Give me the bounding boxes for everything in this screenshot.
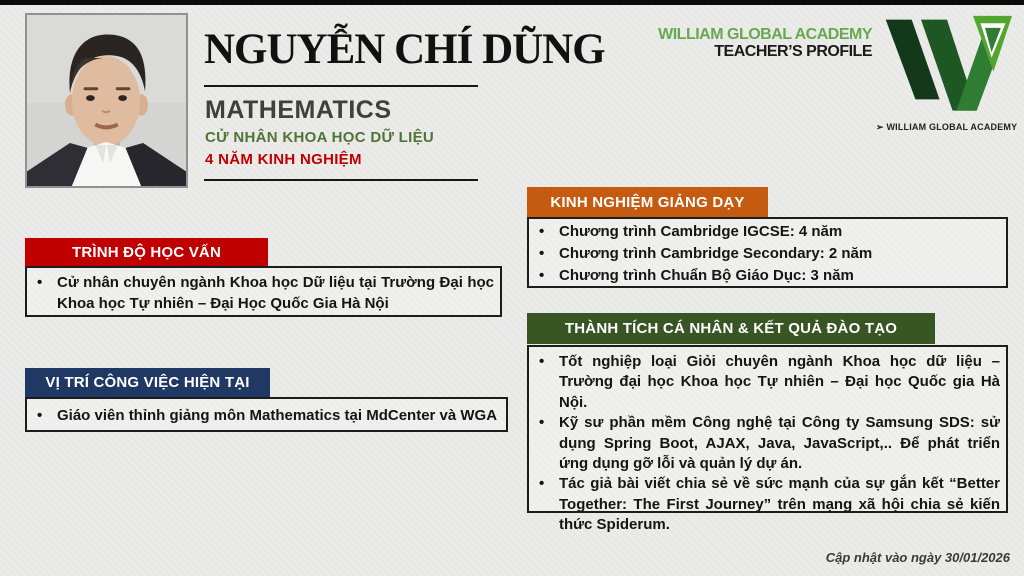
brand-academy-name: WILLIAM GLOBAL ACADEMY — [658, 26, 872, 43]
bullet-item: • Cử nhân chuyên ngành Khoa học Dữ liệu tại Trường Đại học Khoa học Tự nhiên – Đại Học Quốc Gia Hà Nội — [27, 272, 500, 314]
section-box-achievements — [527, 345, 1008, 534]
teaching-experience-bullet-list — [529, 221, 1006, 287]
bullet-item: • Chương trình Cambridge IGCSE: 4 năm — [529, 221, 1006, 243]
brand-block — [540, 26, 872, 60]
section-header-achievements — [527, 313, 935, 344]
section-box-current-position — [25, 397, 508, 432]
wga-logo-w-icon — [882, 14, 1012, 118]
bullet-item: • Kỹ sư phần mềm Công nghệ tại Công ty Samsung SDS: sử dụng Spring Boot, AJAX, Java, JavaScript,.. Để phát triển ứng dụng gỡ lỗi và quản lý dự án. — [529, 413, 1006, 474]
bullet-item: • Tốt nghiệp loại Giỏi chuyên ngành Khoa học dữ liệu – Trường đại học Khoa học Tự nhiên – Đại học Quốc gia Hà Nội. — [529, 352, 1006, 413]
section-header-teaching-experience — [527, 187, 768, 217]
bullet-item: • Tác giả bài viết chia sẻ về sức mạnh của sự gắn kết “Better Together: The First Journey” trên mạng xã hội chia sẻ kiến thức Spiderum. — [529, 474, 1006, 535]
wga-logo — [882, 14, 1012, 118]
section-title-achievements: THÀNH TÍCH CÁ NHÂN & KẾT QUẢ ĐÀO TẠO — [564, 320, 898, 337]
section-box-education — [25, 266, 502, 317]
bullet-item: • Chương trình Chuẩn Bộ Giáo Dục: 3 năm — [529, 265, 1006, 287]
section-title-teaching-experience: KINH NGHIỆM GIẢNG DẠY — [550, 193, 745, 211]
education-bullet-list — [27, 272, 500, 314]
section-header-current-position — [25, 368, 270, 397]
current-position-bullet-list — [27, 403, 506, 428]
section-title-education: TRÌNH ĐỘ HỌC VẤN — [71, 243, 222, 261]
experience-line: 4 NĂM KINH NGHIỆM — [205, 151, 362, 168]
top-black-bar — [0, 0, 1024, 5]
subject-title: MATHEMATICS — [205, 96, 392, 124]
updated-date-note: Cập nhật vào ngày 30/01/2026 — [825, 550, 1010, 565]
section-title-current-position: VỊ TRÍ CÔNG VIỆC HIỆN TẠI — [45, 374, 250, 391]
brand-doc-type: TEACHER’S PROFILE — [714, 43, 872, 60]
portrait-illustration — [27, 15, 186, 186]
degree-line: CỬ NHÂN KHOA HỌC DỮ LIỆU — [205, 129, 435, 146]
teacher-portrait-photo — [25, 13, 188, 188]
wga-logo-caption: ➢ WILLIAM GLOBAL ACADEMY — [876, 122, 1018, 132]
achievements-bullet-list — [529, 352, 1006, 536]
section-header-education — [25, 238, 268, 266]
divider-line-bottom — [204, 179, 478, 181]
section-box-teaching-experience — [527, 217, 1008, 288]
bullet-item: • Chương trình Cambridge Secondary: 2 năm — [529, 243, 1006, 265]
bullet-item: • Giáo viên thỉnh giảng môn Mathematics tại MdCenter và WGA — [27, 403, 506, 428]
divider-line-top — [204, 85, 478, 87]
teacher-name: NGUYỄN CHÍ DŨNG — [204, 26, 605, 73]
